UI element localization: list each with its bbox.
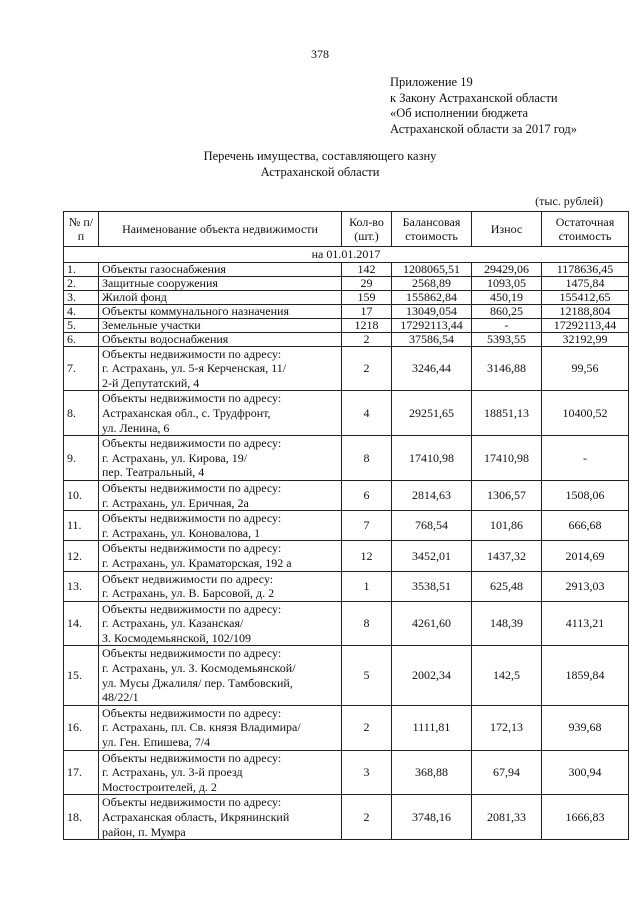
object-name-line: Объекты недвижимости по адресу:	[102, 346, 282, 361]
date-cell: на 01.01.2017	[64, 247, 629, 263]
residual-value-cell: 10400,52	[542, 391, 629, 436]
object-name-line: Защитные сооружения	[102, 275, 218, 290]
table-row	[64, 332, 629, 346]
quantity-cell: 142	[342, 262, 392, 276]
quantity-cell: 2	[342, 705, 392, 750]
object-name-line: Объект недвижимости по адресу:	[102, 571, 274, 586]
header-residual: Остаточная стоимость	[542, 212, 629, 247]
document-title	[0, 149, 640, 180]
residual-value-cell: 1859,84	[542, 646, 629, 705]
balance-value-cell: 768,54	[392, 511, 472, 541]
quantity-cell: 29	[342, 276, 392, 290]
row-number-cell: 1.	[64, 262, 99, 276]
object-name-line: ул. Ген. Епишева, 7/4	[102, 735, 211, 750]
object-name-line: Объекты недвижимости по адресу:	[102, 601, 282, 616]
table-row	[64, 276, 629, 290]
residual-value-cell: 939,68	[542, 705, 629, 750]
header-num: № п/п	[64, 212, 99, 247]
residual-value-cell: 1508,06	[542, 480, 629, 510]
row-number-cell: 5.	[64, 318, 99, 332]
residual-value-cell: 666,68	[542, 511, 629, 541]
object-name-line: Объекты недвижимости по адресу:	[102, 750, 282, 765]
appendix-line: к Закону Астраханской области	[390, 90, 558, 105]
row-number-cell: 15.	[64, 646, 99, 705]
header-qty: Кол-во (шт.)	[342, 212, 392, 247]
wear-value-cell: 148,39	[472, 601, 542, 646]
table-row	[64, 511, 629, 541]
object-name-line: г. Астрахань, ул. 5-я Керченская, 11/	[102, 361, 287, 376]
table-row	[64, 391, 629, 436]
row-number-cell: 10.	[64, 480, 99, 510]
object-name-line: г. Астрахань, ул. 3-й проезд	[102, 765, 243, 780]
object-name-line: Объекты недвижимости по адресу:	[102, 541, 282, 556]
object-name-line: г. Астрахань, пл. Св. князя Владимира/	[102, 720, 301, 735]
row-number-cell: 14.	[64, 601, 99, 646]
object-name-cell	[99, 436, 342, 481]
object-name-line: г. Астрахань, ул. В. Барсовой, д. 2	[102, 586, 275, 601]
object-name-cell	[99, 705, 342, 750]
units-label: (тыс. рублей)	[535, 194, 603, 208]
object-name-line: г. Астрахань, ул. Казанская/	[102, 616, 244, 631]
object-name-line: ул. Ленина, 6	[102, 420, 170, 435]
object-name-line: Земельные участки	[102, 317, 201, 332]
balance-value-cell: 17292113,44	[392, 318, 472, 332]
table-row	[64, 262, 629, 276]
residual-value-cell: 1475,84	[542, 276, 629, 290]
object-name-cell	[99, 262, 342, 276]
object-name-line: 48/22/1	[102, 690, 139, 705]
appendix-line: Астраханской области за 2017 год»	[390, 121, 578, 136]
object-name-line: район, п. Мумра	[102, 824, 186, 839]
balance-value-cell: 3246,44	[392, 346, 472, 391]
object-name-line: г. Астрахань, ул. З. Космодемьянской/	[102, 661, 296, 676]
object-name-cell	[99, 290, 342, 304]
object-name-cell	[99, 304, 342, 318]
object-name-cell	[99, 480, 342, 510]
wear-value-cell: 2081,33	[472, 795, 542, 840]
object-name-cell	[99, 646, 342, 705]
quantity-cell: 3	[342, 750, 392, 795]
residual-value-cell: 99,56	[542, 346, 629, 391]
table-row	[64, 646, 629, 705]
object-name-line: З. Космодемьянской, 102/109	[102, 630, 252, 645]
object-name-line: Объекты недвижимости по адресу:	[102, 705, 282, 720]
wear-value-cell: 142,5	[472, 646, 542, 705]
table-row	[64, 705, 629, 750]
appendix-line: Приложение 19	[390, 75, 473, 89]
object-name-line: Объекты недвижимости по адресу:	[102, 480, 282, 495]
object-name-line: Объекты коммунального назначения	[102, 303, 290, 318]
property-table	[63, 211, 629, 840]
wear-value-cell: 3146,88	[472, 346, 542, 391]
balance-value-cell: 17410,98	[392, 436, 472, 481]
balance-value-cell: 37586,54	[392, 332, 472, 346]
object-name-line: Объекты газоснабжения	[102, 261, 226, 276]
row-number-cell: 13.	[64, 571, 99, 601]
balance-value-cell: 29251,65	[392, 391, 472, 436]
wear-value-cell: 18851,13	[472, 391, 542, 436]
quantity-cell: 1	[342, 571, 392, 601]
wear-value-cell: 101,86	[472, 511, 542, 541]
residual-value-cell: 2913,03	[542, 571, 629, 601]
object-name-line: Объекты недвижимости по адресу:	[102, 436, 282, 451]
wear-value-cell: 172,13	[472, 705, 542, 750]
table-row	[64, 541, 629, 571]
quantity-cell: 2	[342, 332, 392, 346]
row-number-cell: 8.	[64, 391, 99, 436]
table-row	[64, 304, 629, 318]
object-name-cell	[99, 318, 342, 332]
quantity-cell: 8	[342, 436, 392, 481]
document-title-line: Астраханской области	[260, 164, 380, 179]
object-name-cell	[99, 346, 342, 391]
balance-value-cell: 1111,81	[392, 705, 472, 750]
object-name-cell	[99, 541, 342, 571]
wear-value-cell: 625,48	[472, 571, 542, 601]
object-name-cell	[99, 511, 342, 541]
row-number-cell: 6.	[64, 332, 99, 346]
wear-value-cell: 1093,05	[472, 276, 542, 290]
balance-value-cell: 3538,51	[392, 571, 472, 601]
table-row	[64, 290, 629, 304]
header-balance: Балансовая стоимость	[392, 212, 472, 247]
object-name-line: 2-й Депутатский, 4	[102, 375, 200, 390]
table-row	[64, 346, 629, 391]
row-number-cell: 16.	[64, 705, 99, 750]
object-name-cell	[99, 332, 342, 346]
object-name-line: Объекты водоснабжения	[102, 331, 229, 346]
row-number-cell: 7.	[64, 346, 99, 391]
object-name-line: Жилой фонд	[102, 289, 167, 304]
object-name-line: Объекты недвижимости по адресу:	[102, 646, 282, 661]
table-row	[64, 318, 629, 332]
document-title-line: Перечень имущества, составляющего казну	[203, 149, 437, 163]
table-header-row	[64, 212, 629, 247]
row-number-cell: 9.	[64, 436, 99, 481]
object-name-cell	[99, 750, 342, 795]
quantity-cell: 1218	[342, 318, 392, 332]
quantity-cell: 7	[342, 511, 392, 541]
object-name-line: Объекты недвижимости по адресу:	[102, 795, 282, 810]
page-number: 378	[311, 47, 329, 61]
table-row	[64, 571, 629, 601]
wear-value-cell: -	[472, 318, 542, 332]
table-row	[64, 795, 629, 840]
balance-value-cell: 3452,01	[392, 541, 472, 571]
quantity-cell: 12	[342, 541, 392, 571]
row-number-cell: 4.	[64, 304, 99, 318]
quantity-cell: 17	[342, 304, 392, 318]
object-name-line: г. Астрахань, ул. Кирова, 19/	[102, 450, 248, 465]
balance-value-cell: 4261,60	[392, 601, 472, 646]
wear-value-cell: 1306,57	[472, 480, 542, 510]
table-row	[64, 436, 629, 481]
wear-value-cell: 860,25	[472, 304, 542, 318]
table-row	[64, 750, 629, 795]
object-name-line: пер. Театральный, 4	[102, 465, 205, 480]
object-name-line: Объекты недвижимости по адресу:	[102, 391, 282, 406]
row-number-cell: 18.	[64, 795, 99, 840]
balance-value-cell: 13049,054	[392, 304, 472, 318]
quantity-cell: 4	[342, 391, 392, 436]
object-name-line: Астраханская область, Икрянинский	[102, 810, 290, 824]
appendix-header	[390, 75, 577, 137]
object-name-cell	[99, 601, 342, 646]
balance-value-cell: 155862,84	[392, 290, 472, 304]
row-number-cell: 3.	[64, 290, 99, 304]
table-row	[64, 601, 629, 646]
quantity-cell: 6	[342, 480, 392, 510]
date-row	[64, 247, 629, 263]
balance-value-cell: 3748,16	[392, 795, 472, 840]
header-wear: Износ	[472, 212, 542, 247]
wear-value-cell: 450,19	[472, 290, 542, 304]
quantity-cell: 159	[342, 290, 392, 304]
wear-value-cell: 29429,06	[472, 262, 542, 276]
residual-value-cell: 17292113,44	[542, 318, 629, 332]
table-row	[64, 480, 629, 510]
balance-value-cell: 2568,89	[392, 276, 472, 290]
balance-value-cell: 368,88	[392, 750, 472, 795]
residual-value-cell: -	[542, 436, 629, 481]
balance-value-cell: 1208065,51	[392, 262, 472, 276]
wear-value-cell: 5393,55	[472, 332, 542, 346]
wear-value-cell: 67,94	[472, 750, 542, 795]
balance-value-cell: 2814,63	[392, 480, 472, 510]
residual-value-cell: 12188,804	[542, 304, 629, 318]
residual-value-cell: 1666,83	[542, 795, 629, 840]
row-number-cell: 11.	[64, 511, 99, 541]
appendix-line: «Об исполнении бюджета	[390, 106, 529, 120]
residual-value-cell: 2014,69	[542, 541, 629, 571]
residual-value-cell: 300,94	[542, 750, 629, 795]
object-name-cell	[99, 391, 342, 436]
row-number-cell: 17.	[64, 750, 99, 795]
header-name: Наименование объекта недвижимости	[99, 212, 342, 247]
quantity-cell: 5	[342, 646, 392, 705]
row-number-cell: 2.	[64, 276, 99, 290]
object-name-cell	[99, 571, 342, 601]
residual-value-cell: 155412,65	[542, 290, 629, 304]
object-name-line: ул. Мусы Джалиля/ пер. Тамбовский,	[102, 675, 293, 690]
quantity-cell: 2	[342, 795, 392, 840]
object-name-line: Астраханская обл., с. Трудфронт,	[102, 405, 271, 420]
object-name-line: Объекты недвижимости по адресу:	[102, 511, 282, 526]
wear-value-cell: 17410,98	[472, 436, 542, 481]
object-name-line: г. Астрахань, ул. Еричная, 2а	[102, 495, 249, 510]
residual-value-cell: 32192,99	[542, 332, 629, 346]
object-name-line: г. Астрахань, ул. Коновалова, 1	[102, 525, 261, 540]
object-name-line: г. Астрахань, ул. Краматорская, 192 а	[102, 555, 292, 570]
wear-value-cell: 1437,32	[472, 541, 542, 571]
residual-value-cell: 4113,21	[542, 601, 629, 646]
quantity-cell: 8	[342, 601, 392, 646]
object-name-line: Мостостроителей, д. 2	[102, 779, 217, 794]
row-number-cell: 12.	[64, 541, 99, 571]
object-name-cell	[99, 795, 342, 840]
balance-value-cell: 2002,34	[392, 646, 472, 705]
object-name-cell	[99, 276, 342, 290]
residual-value-cell: 1178636,45	[542, 262, 629, 276]
quantity-cell: 2	[342, 346, 392, 391]
